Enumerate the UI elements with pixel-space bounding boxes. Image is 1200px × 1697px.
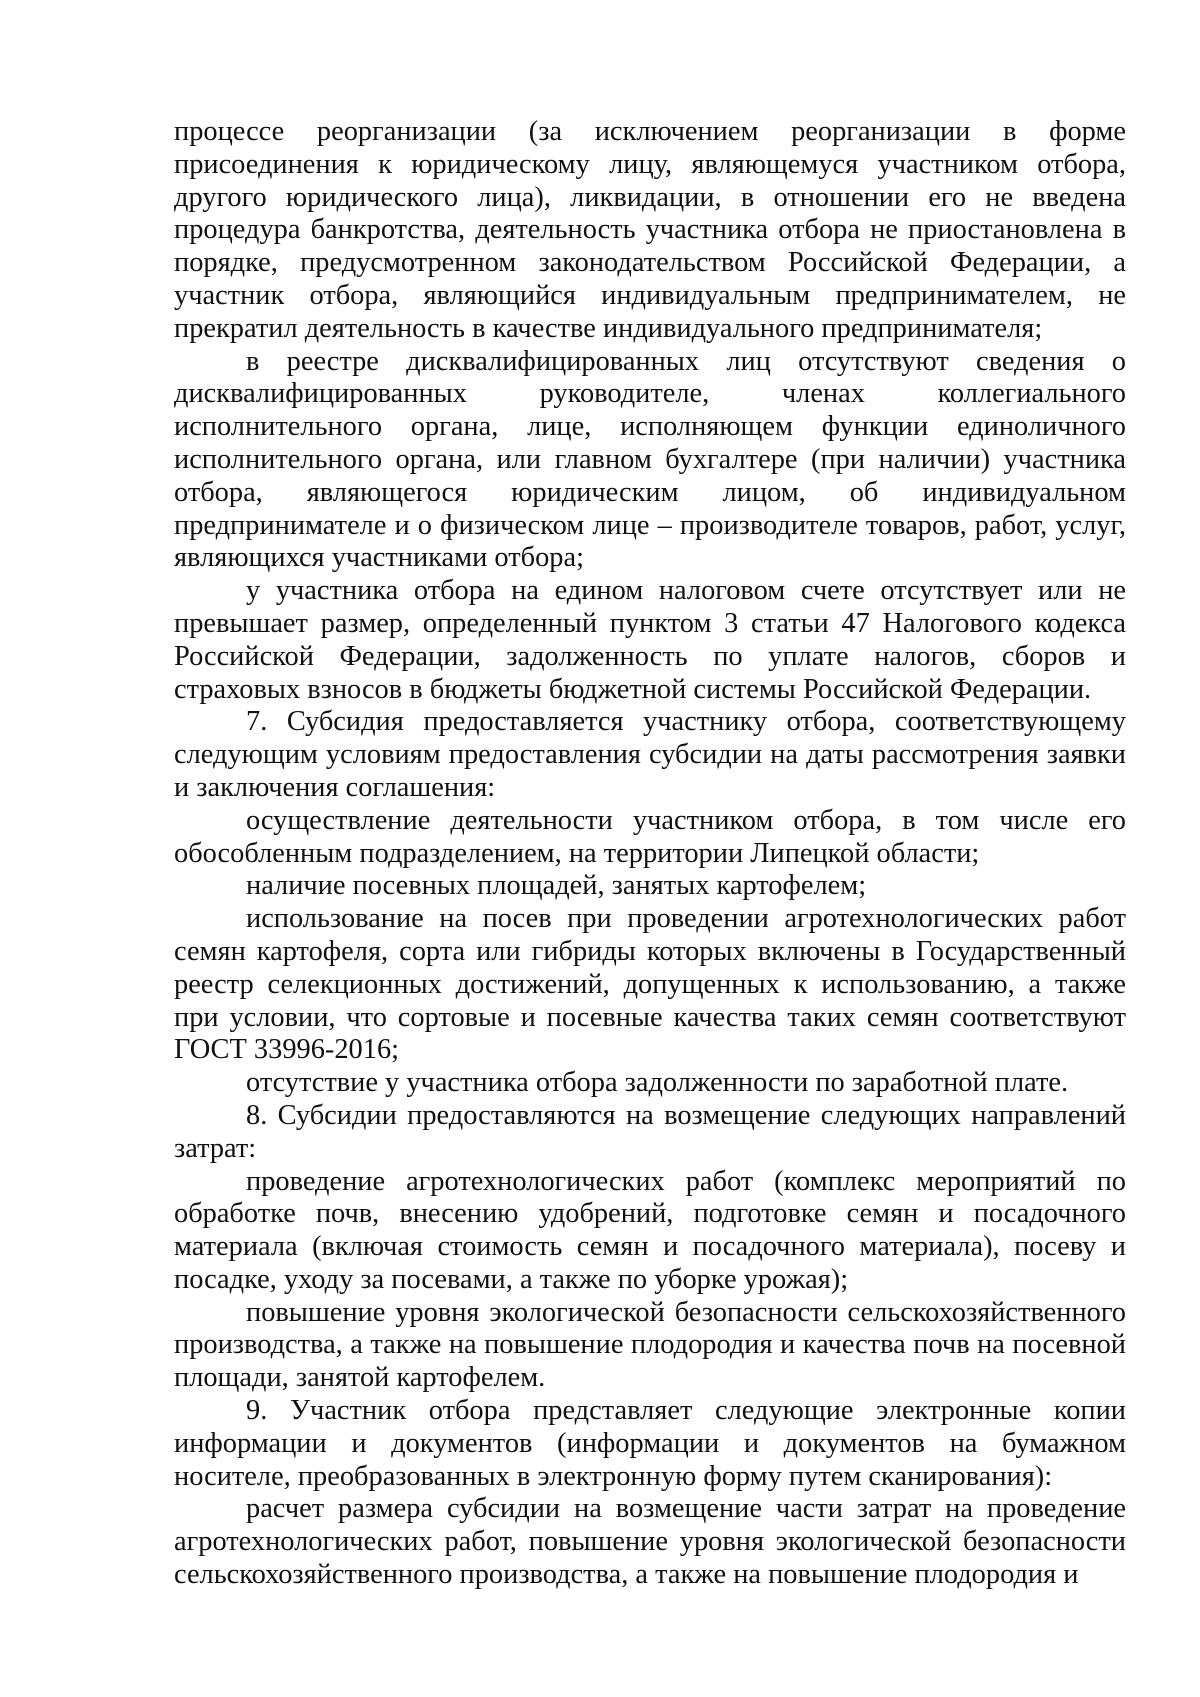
paragraph-disqualified-persons: в реестре дисквалифицированных лиц отсутствуют сведения о дисквалифицированных руководителе, членах коллегиального исполнительного органа, лице, исполняющем функции единоличного исполнительного органа, или главном бухгалтере (при наличии) участника отбора, являющегося юридическим лицом, об индивидуальном предпринимателе и о физическом лице – производителе товаров, работ, услуг, являющихся участниками отбора; xyxy=(174,345,1126,574)
paragraph-activity-territory: осуществление деятельности участником отбора, в том числе его обособленным подразделением, на территории Липецкой области; xyxy=(174,804,1126,869)
paragraph-item-9: 9. Участник отбора представляет следующие электронные копии информации и документов (информации и документов на бумажном носителе, преобразованных в электронную форму путем сканирования): xyxy=(174,1395,1126,1492)
paragraph-item-7: 7. Субсидия предоставляется участнику отбора, соответствующему следующим условиям предоставления субсидии на даты рассмотрения заявки и заключения соглашения: xyxy=(174,706,1126,803)
document-body xyxy=(174,116,1126,1592)
paragraph-item-8: 8. Субсидии предоставляются на возмещение следующих направлений затрат: xyxy=(174,1099,1126,1164)
paragraph-wage-debt: отсутствие у участника отбора задолженности по заработной плате. xyxy=(246,1067,1069,1099)
paragraph-seed-usage: использование на посев при проведении агротехнологических работ семян картофеля, сорта или гибриды которых включены в Государственный реестр селекционных достижений, допущенных к использованию, а также при условии, что сортовые и посевные качества таких семян соответствуют ГОСТ 33996-2016; xyxy=(174,903,1126,1066)
paragraph-subsidy-calculation: расчет размера субсидии на возмещение части затрат на проведение агротехнологических работ, повышение уровня экологической безопасности сельскохозяйственного производства, а также на повышение плодородия и xyxy=(174,1493,1126,1591)
paragraph-reorganization: процессе реорганизации (за исключением реорганизации в форме присоединения к юридическому лицу, являющемуся участником отбора, другого юридического лица), ликвидации, в отношении его не введена процедура банкротства, деятельность участника отбора не приостановлена в порядке, предусмотренном законодательством Российской Федерации, а участник отбора, являющийся индивидуальным предпринимателем, не прекратил деятельность в качестве индивидуального предпринимателя; xyxy=(174,116,1126,344)
paragraph-tax-debt: у участника отбора на едином налоговом счете отсутствует или не превышает размер, определенный пунктом 3 статьи 47 Налогового кодекса Российской Федерации, задолженность по уплате налогов, сборов и страховых взносов в бюджеты бюджетной системы Российской Федерации. xyxy=(174,575,1126,705)
paragraph-potato-areas: наличие посевных площадей, занятых картофелем; xyxy=(246,870,867,902)
paragraph-eco-safety: повышение уровня экологической безопасности сельскохозяйственного производства, а также на повышение плодородия и качества почв на посевной площади, занятой картофелем. xyxy=(174,1296,1126,1394)
paragraph-agro-works: проведение агротехнологических работ (комплекс мероприятий по обработке почв, внесению удобрений, подготовке семян и посадочного материала (включая стоимость семян и посадочного материала), посеву и посадке, уходу за посевами, а также по уборке урожая); xyxy=(174,1165,1126,1295)
